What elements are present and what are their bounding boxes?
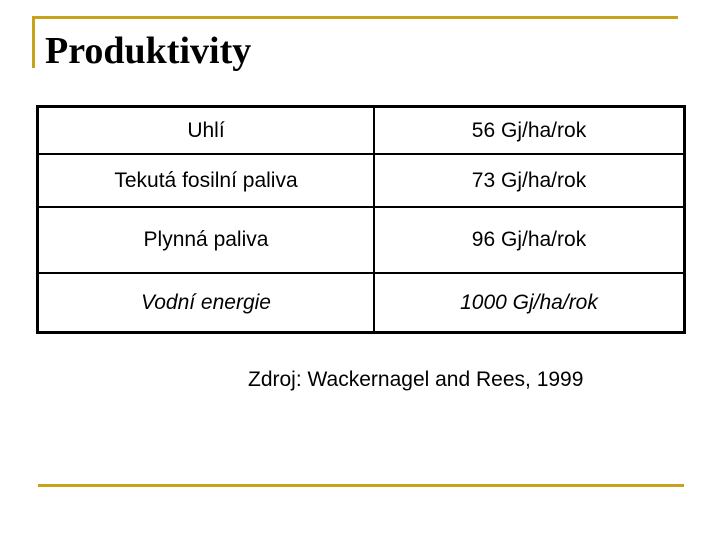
slide-title: Produktivity	[45, 30, 252, 72]
energy-source-cell: Uhlí	[38, 107, 375, 155]
table-row	[38, 207, 685, 273]
productivity-value-cell: 73 Gj/ha/rok	[374, 154, 685, 207]
table-row	[38, 273, 685, 333]
table-row	[38, 154, 685, 207]
energy-source-cell: Vodní energie	[38, 273, 375, 333]
productivity-value-cell: 56 Gj/ha/rok	[374, 107, 685, 155]
energy-source-cell: Tekutá fosilní paliva	[38, 154, 375, 207]
bottom-accent-rule	[38, 484, 684, 487]
top-accent-rule	[32, 16, 678, 19]
energy-source-cell: Plynná paliva	[38, 207, 375, 273]
source-citation: Zdroj: Wackernagel and Rees, 1999	[248, 368, 584, 391]
productivity-value-cell: 1000 Gj/ha/rok	[374, 273, 685, 333]
table-row	[38, 107, 685, 155]
productivity-value-cell: 96 Gj/ha/rok	[374, 207, 685, 273]
productivity-table	[36, 105, 686, 334]
left-accent-rule	[32, 16, 35, 68]
